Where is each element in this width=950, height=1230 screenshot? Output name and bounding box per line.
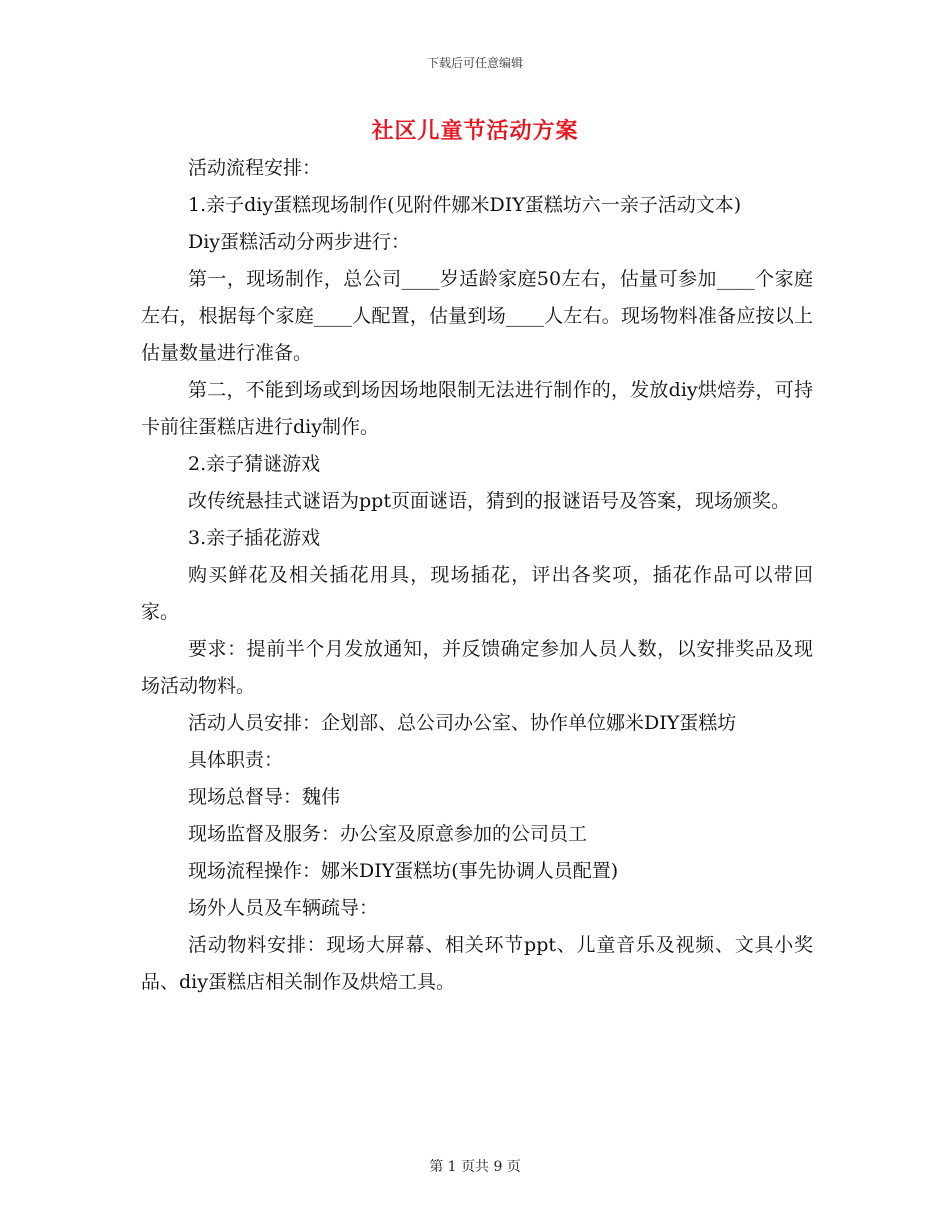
paragraph: 活动物料安排：现场大屏幕、相关环节ppt、儿童音乐及视频、文具小奖品、diy蛋糕店相关制作及烘焙工具。 <box>141 934 813 993</box>
paragraph: 场外人员及车辆疏导： <box>188 897 379 919</box>
paragraph: 现场流程操作：娜米DIY蛋糕坊(事先协调人员配置) <box>188 860 619 882</box>
paragraph: 购买鲜花及相关插花用具，现场插花，评出各奖项，插花作品可以带回家。 <box>141 564 813 623</box>
paragraph: 要求：提前半个月发放通知，并反馈确定参加人员人数，以安排奖品及现场活动物料。 <box>141 638 813 697</box>
document-body <box>141 150 813 1001</box>
page-header: 下载后可任意编辑 <box>426 56 523 70</box>
paragraph: 活动人员安排：企划部、总公司办公室、协作单位娜米DIY蛋糕坊 <box>188 712 737 734</box>
paragraph: 具体职责： <box>188 749 284 771</box>
paragraph: 改传统悬挂式谜语为ppt页面谜语，猜到的报谜语号及答案，现场颁奖。 <box>188 490 790 512</box>
paragraph: 第二，不能到场或到场因场地限制无法进行制作的，发放diy烘焙券，可持卡前往蛋糕店进行diy制作。 <box>141 379 813 438</box>
paragraph: 现场总督导：魏伟 <box>188 786 341 808</box>
paragraph: 3.亲子插花游戏 <box>188 527 321 549</box>
document-title: 社区儿童节活动方案 <box>371 119 579 144</box>
paragraph: 第一，现场制作，总公司____岁适龄家庭50左右，估量可参加____个家庭左右，根据每个家庭____人配置，估量到场____人左右。现场物料准备应按以上估量数量进行准备。 <box>141 268 813 364</box>
page-footer: 第 1 页共 9 页 <box>429 1159 521 1175</box>
paragraph: 活动流程安排： <box>188 157 322 179</box>
paragraph: 1.亲子diy蛋糕现场制作(见附件娜米DIY蛋糕坊六一亲子活动文本) <box>188 194 742 216</box>
paragraph: 现场监督及服务：办公室及原意参加的公司员工 <box>188 823 588 845</box>
paragraph: 2.亲子猜谜游戏 <box>188 453 321 475</box>
paragraph: Diy蛋糕活动分两步进行： <box>188 231 411 253</box>
